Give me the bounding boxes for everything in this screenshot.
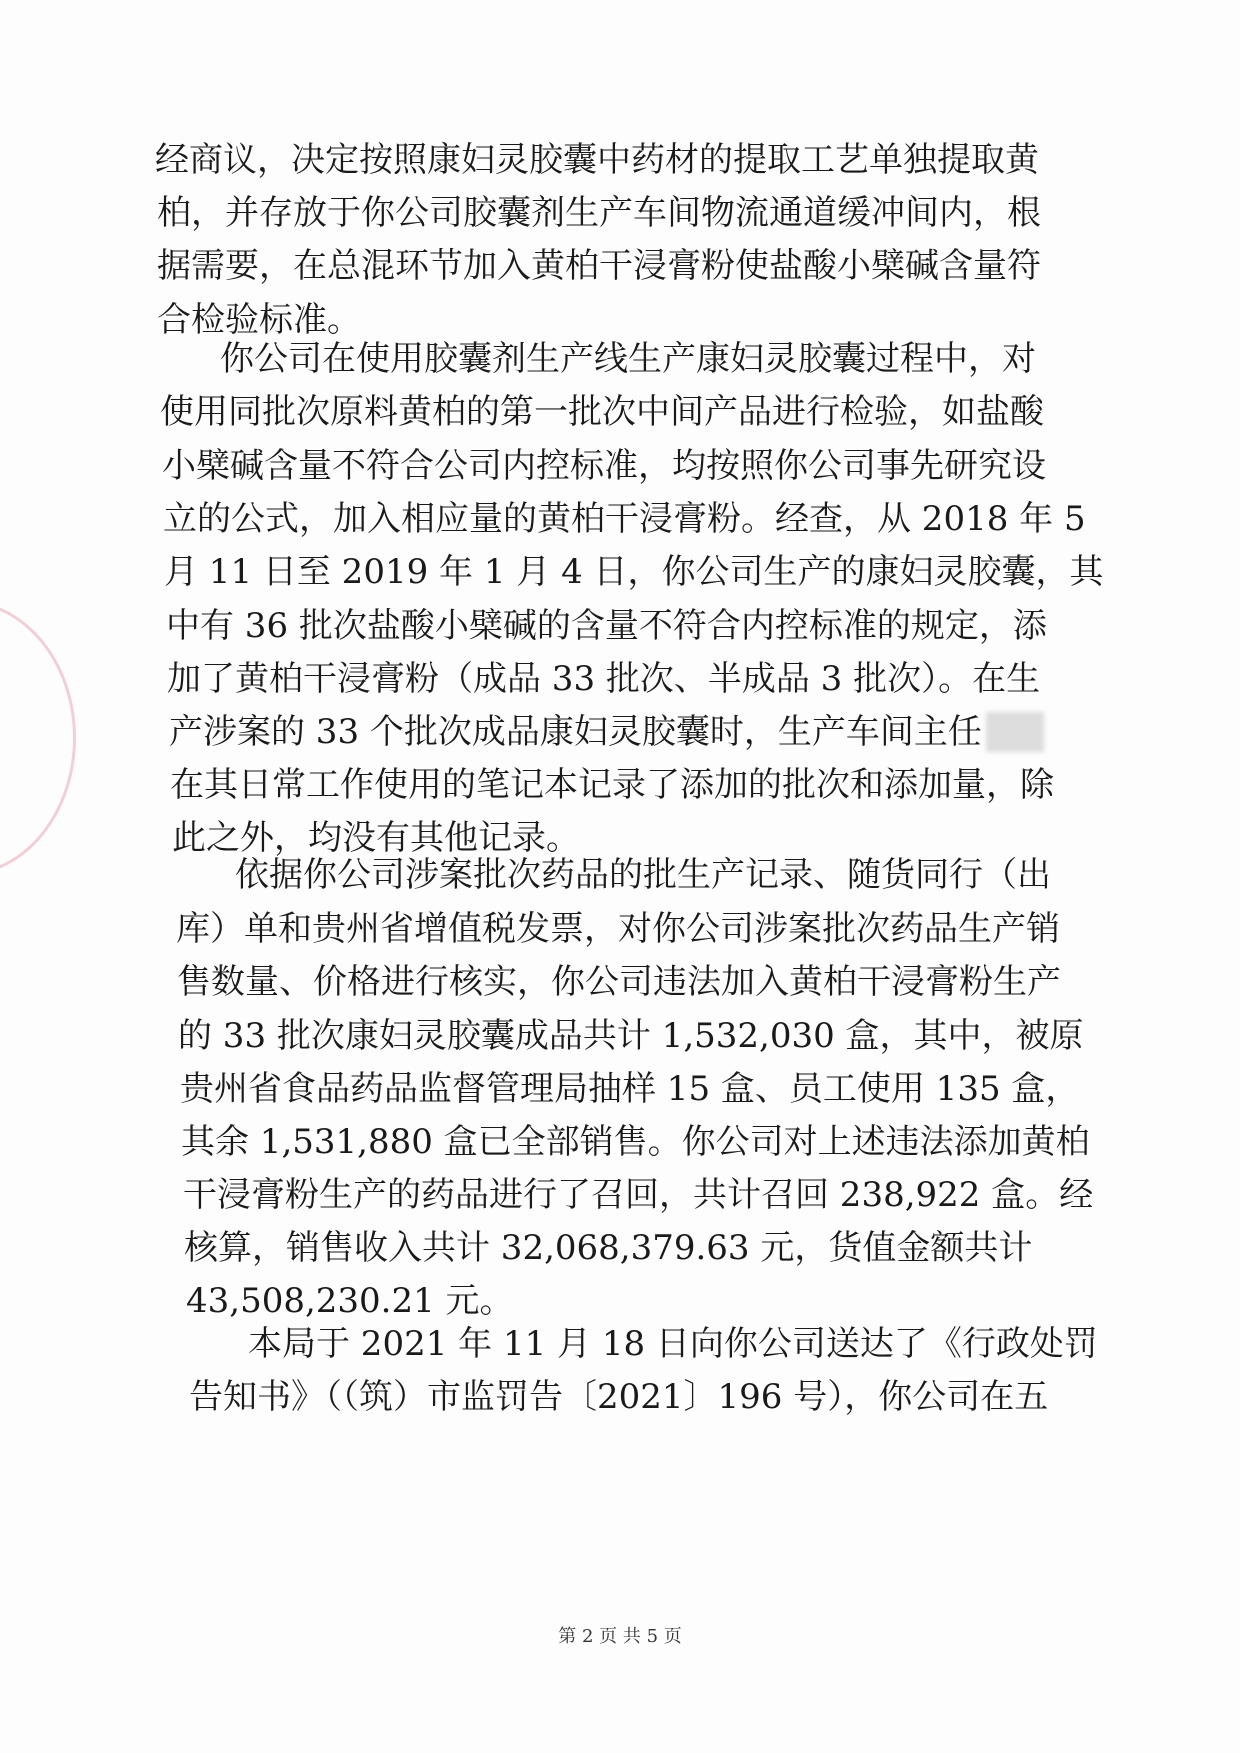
body-line-7: 小檗碱含量不符合公司内控标准，均按照你公司事先研究设: [162, 446, 1046, 486]
red-seal-stamp: [0, 600, 76, 876]
body-line-4: 合检验标准。: [157, 300, 361, 340]
body-line-13: 在其日常工作使用的笔记本记录了添加的批次和添加量，除: [170, 765, 1054, 805]
body-line-8: 立的公式，加入相应量的黄柏干浸膏粉。经查，从 2018 年 5: [163, 499, 1086, 539]
body-line-6: 使用同批次原料黄柏的第一批次中间产品进行检验，如盐酸: [160, 392, 1044, 432]
body-line-15: 依据你公司涉案批次药品的批生产记录、随货同行（出: [235, 855, 1051, 895]
body-line-2: 柏，并存放于你公司胶囊剂生产车间物流通道缓冲间内，根: [157, 193, 1041, 233]
body-line-22: 核算，销售收入共计 32,068,379.63 元，货值金额共计: [184, 1228, 1033, 1268]
body-line-3: 据需要，在总混环节加入黄柏干浸膏粉使盐酸小檗碱含量符: [157, 246, 1041, 286]
body-line-14: 此之外，均没有其他记录。: [172, 818, 580, 858]
body-line-18: 的 33 批次康妇灵胶囊成品共计 1,532,030 盒，其中，被原: [178, 1016, 1084, 1056]
redacted-name: [986, 712, 1044, 752]
body-line-21: 干浸膏粉生产的药品进行了召回，共计召回 238,922 盒。经: [183, 1175, 1094, 1215]
body-line-5: 你公司在使用胶囊剂生产线生产康妇灵胶囊过程中，对: [220, 339, 1036, 379]
body-line-10: 中有 36 批次盐酸小檗碱的含量不符合内控标准的规定，添: [166, 606, 1047, 646]
body-line-20: 其余 1,531,880 盒已全部销售。你公司对上述违法添加黄柏: [181, 1122, 1090, 1162]
body-line-17: 售数量、价格进行核实，你公司违法加入黄柏干浸膏粉生产: [177, 962, 1061, 1002]
body-line-9: 月 11 日至 2019 年 1 月 4 日，你公司生产的康妇灵胶囊，其: [164, 552, 1104, 592]
page-number: 第 2 页 共 5 页: [558, 1626, 682, 1647]
body-line-16: 库）单和贵州省增值税发票，对你公司涉案批次药品生产销: [176, 909, 1060, 949]
body-line-11: 加了黄柏干浸膏粉（成品 33 批次、半成品 3 批次）。在生: [167, 659, 1041, 699]
body-line-1: 经商议，决定按照康妇灵胶囊中药材的提取工艺单独提取黄: [155, 140, 1039, 180]
body-line-25: 告知书》（（筑）市监罚告〔2021〕196 号），你公司在五: [189, 1377, 1049, 1417]
body-line-23: 43,508,230.21 元。: [186, 1281, 514, 1321]
body-line-12: 产涉案的 33 个批次成品康妇灵胶囊时，生产车间主任: [169, 712, 1044, 752]
body-line-24: 本局于 2021 年 11 月 18 日向你公司送达了《行政处罚: [248, 1324, 1098, 1364]
body-line-19: 贵州省食品药品监督管理局抽样 15 盒、员工使用 135 盒，: [180, 1069, 1080, 1109]
